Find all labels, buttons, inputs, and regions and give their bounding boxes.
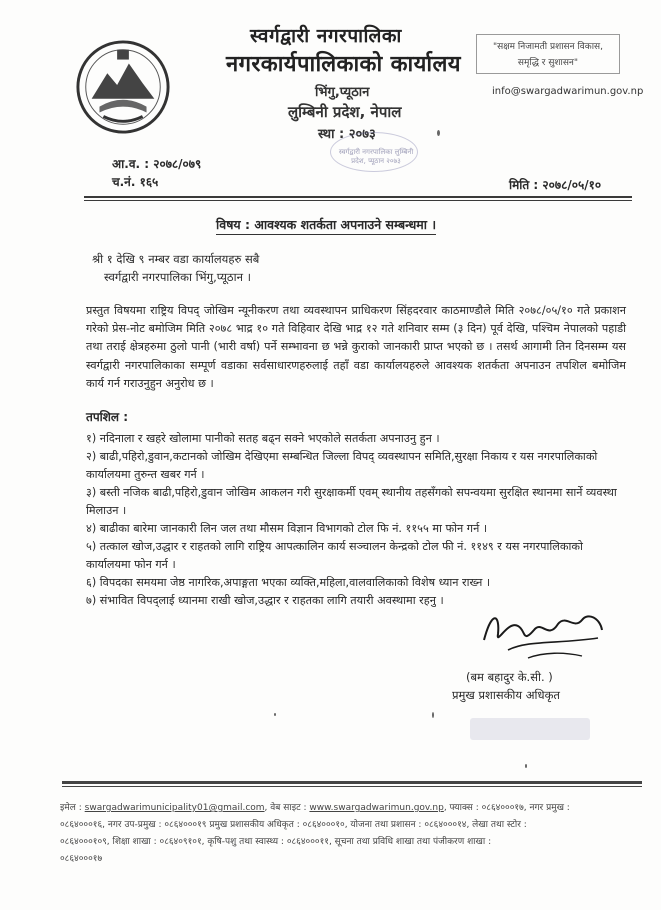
header-divider (84, 196, 632, 198)
slogan-line-1: "सक्षम निजामती प्रशासन विकास, (493, 42, 603, 52)
header-email[interactable]: info@swargadwarimun.gov.np (492, 86, 644, 97)
scan-speck (432, 712, 434, 718)
addressee-line-1: श्री १ देखि ९ नम्बर वडा कार्यालयहरु सबै (92, 252, 260, 266)
footer-line-2: ०८६४०००१६, नगर उप-प्रमुख : ०८६४०००१९ प्रमुख प्रशासकीय अधिकृत : ०८६४०००१०, योजना तथा प्रशासन : ०८६४०००१४, लेखा तथा स्टोर : (60, 820, 527, 830)
established-year: स्था : २०७३ (318, 127, 376, 142)
reference-number: च.नं. १६५ (112, 175, 159, 189)
list-item: ७) संभावित विपद्लाई ध्यानमा राखी खोज,उद्धार र राहतका लागि तयारी अवस्थामा रहनु । (86, 594, 444, 607)
footer-email-link[interactable]: swargadwarimunicipality01@gmail.com (84, 803, 265, 813)
body-paragraph: प्रस्तुत विषयमा राष्ट्रिय विपद् जोखिम न्यूनीकरण तथा व्यवस्थापन प्राधिकरण सिंहदरवार काठमाण्डौले मिति २०७८/०५/१० गते प्रकाशन गरेको प्रेस-नोट बमोजिम मिति २०७८ भाद्र १० गते विहिवार देखि भाद्र १२ गते शनिवार सम्म (३ दिन) पूर्व देखि, पश्चिम नेपालको पहाडी तथा तराई क्षेत्रहरुमा ठुलो पानी (भारी वर्षा) पर्ने सम्भावना छ भन्ने कुराको जानकारी प्राप्त भएको छ । तसर्थ आगामी तिन दिनसम्म यस स्वर्गद्वारी नगरपालिकाका सम्पूर्ण वडाका सर्वसाधारणहरुलाई तहाँ वडा कार्यालयहरुले आवश्यक शतर्कता अपनाउन तपशिल बमोजिम कार्य गर्न गराउनुहुन अनुरोध छ । (86, 304, 626, 390)
address-line-2: लुम्बिनी प्रदेश, नेपाल (288, 103, 402, 121)
slogan-line-2: समृद्धि र सुशासन" (517, 58, 579, 68)
footer-line-1 (60, 800, 640, 817)
municipality-emblem-icon (74, 38, 172, 136)
scan-speck (437, 130, 440, 136)
list-item: ३) बस्ती नजिक बाढी,पहिरो,डुवान जोखिम आकलन गरी सुरक्षाकर्मी एवम् स्थानीय तहसँगको सपन्वयमा सुरक्षित स्थानमा सार्ने व्यवस्था मिलाउन । (86, 486, 617, 518)
office-stamp-text: स्वर्गद्वारी नगरपालिका लुम्बिनी प्रदेश, प्यूठान २०७३ (338, 148, 414, 165)
tapasil-heading: तपशिल : (86, 410, 129, 424)
list-item: ६) विपदका समयमा जेष्ठ नागरिक,अपाङ्गता भएका व्यक्ति,महिला,वालवालिकाको विशेष ध्यान राख्न । (86, 576, 491, 589)
scan-speck (525, 764, 527, 768)
footer-contact-1: , फ्याक्स : ०८६४०००१७, नगर प्रमुख : (443, 803, 570, 813)
handwritten-signature (478, 600, 608, 664)
address-line-1: भिंगु,प्यूठान (315, 85, 370, 100)
footer-line-3: ०८६४०००१०९, शिक्षा शाखा : ०८६४०९१०१, कृषि-पशु तथा स्वास्थ्य : ०८६४०००११, सूचना तथा प्रविधि शाखा तथा पंजीकरण शाखा : (60, 837, 492, 847)
footer-website-link[interactable]: www.swargadwarimun.gov.np (309, 803, 444, 813)
fiscal-year: आ.व. : २०७८/०७९ (112, 157, 202, 171)
footer-divider-thin (62, 786, 642, 787)
letter-subject: विषय : आवश्यक शतर्कता अपनाउने सम्बन्धमा । (216, 216, 436, 235)
slogan-box (476, 34, 620, 74)
office-name: नगरकार्यपालिकाको कार्यालय (226, 52, 461, 77)
list-item: २) बाढी,पहिरो,डुवान,कटानको जोखिम देखिएमा सम्बन्धित जिल्ला विपद् व्यवस्थापन समिति,सुरक्षा निकाय र यस नगरपालिकाको कार्यालयमा तुरुन्त खबर गर्न । (86, 450, 598, 482)
org-name: स्वर्गद्वारी नगरपालिका (250, 25, 402, 47)
scan-speck (274, 713, 276, 716)
faint-stamp-mark (470, 718, 590, 740)
footer-line-4: ०८६४०००१७ (60, 854, 103, 864)
signatory-name: (बम बहादुर के.सी. ) (466, 670, 553, 684)
footer-divider (62, 781, 642, 784)
list-item: ४) बाढीका बारेमा जानकारी लिन जल तथा मौसम विज्ञान विभागको टोल फि नं. ११५५ मा फोन गर्न । (86, 522, 488, 535)
list-item: १) नदिनाला र खहरे खोलामा पानीको सतह बढ्न सक्ने भएकोले सतर्कता अपनाउनु हुन । (86, 432, 440, 445)
letter-date: मिति : २०७८/०५/१० (509, 178, 602, 192)
signatory-title: प्रमुख प्रशासकीय अधिकृत (452, 688, 560, 702)
footer-website-label: , वेब साइट : (264, 803, 307, 813)
addressee-line-2: स्वर्गद्वारी नगरपालिका भिंगु,प्यूठान । (104, 270, 251, 284)
list-item: ५) तत्काल खोज,उद्धार र राहतको लागि राष्ट्रिय आपत्कालिन कार्य सञ्चालन केन्द्रको टोल फी नं. ११४९ र यस नगरपालिकाको कार्यालयमा फोन गर्न । (86, 540, 583, 572)
footer-email-label: इमेल : (60, 803, 82, 813)
header-divider-thin (84, 200, 632, 201)
